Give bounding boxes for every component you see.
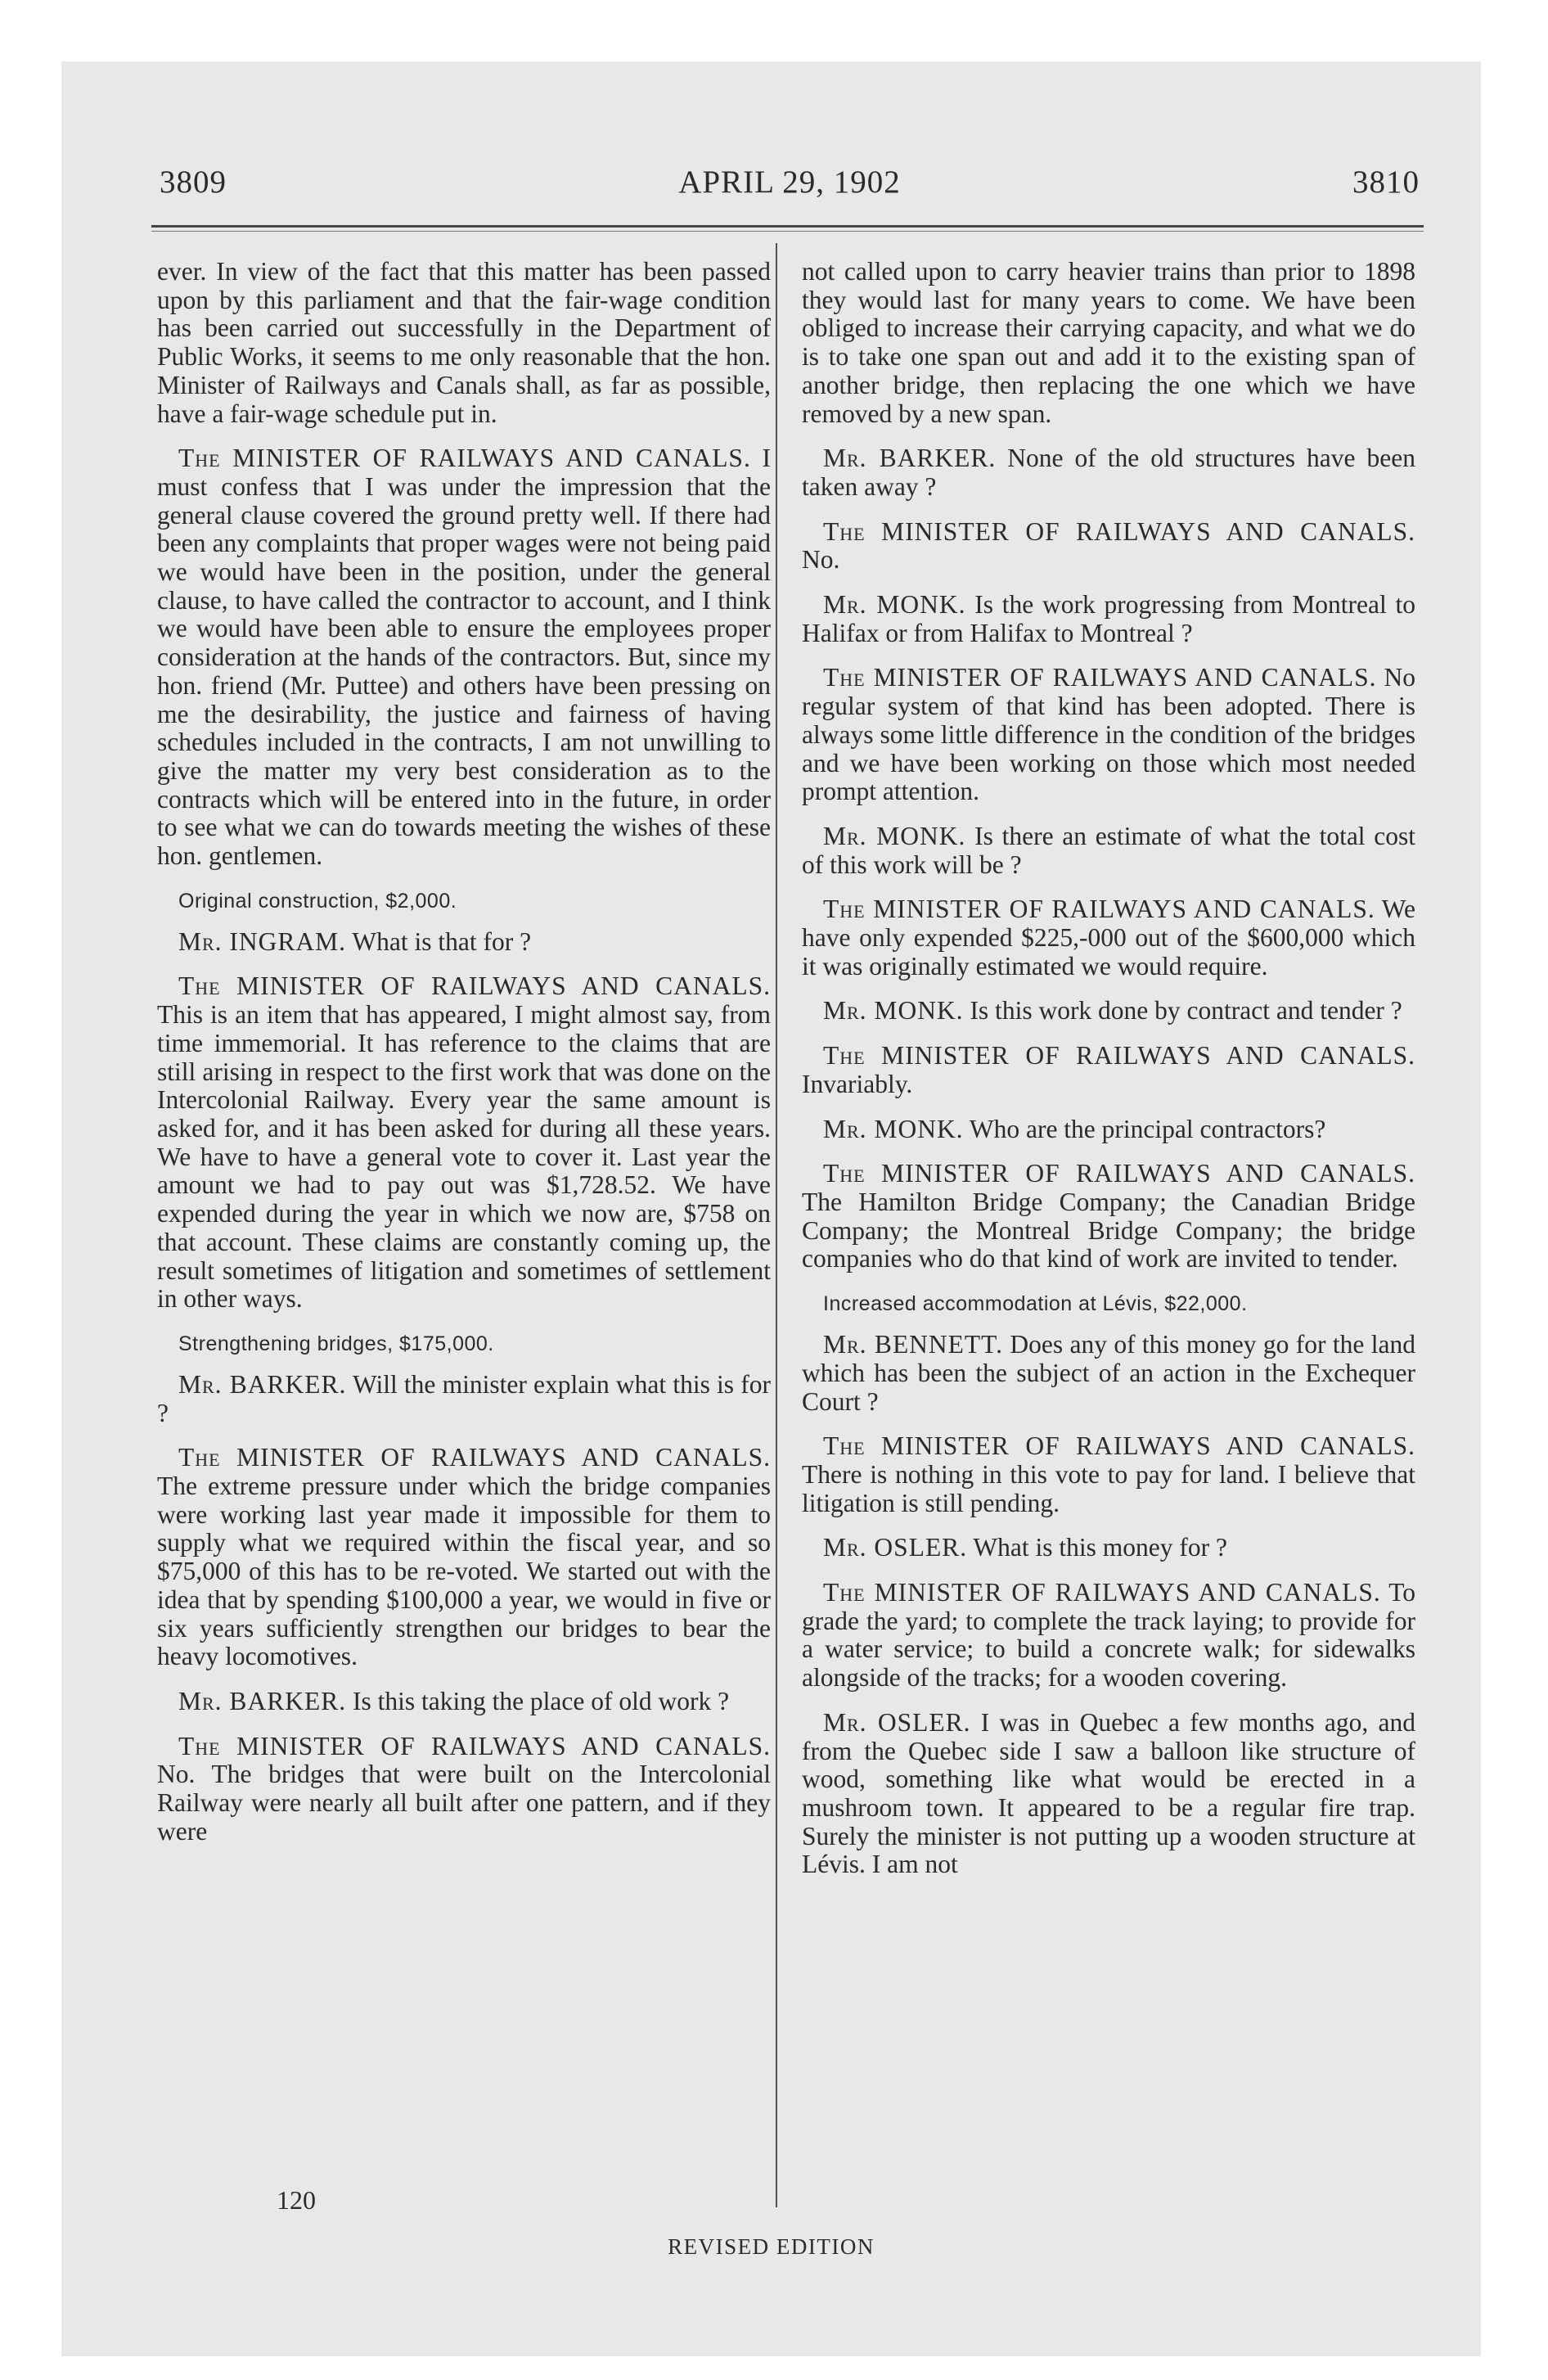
- speaker-name: Mr. BARKER.: [823, 444, 997, 473]
- speech-text: What is that for ?: [352, 926, 532, 956]
- hansard-page: [61, 61, 1481, 2356]
- speech-text: Is this work done by contract and tender ?: [970, 996, 1402, 1025]
- speech-paragraph: [802, 997, 1415, 1025]
- speaker-name: Mr. BARKER.: [178, 1686, 347, 1715]
- vote-item: Strengthening bridges, $175,000.: [178, 1332, 494, 1355]
- speech-text: Who are the principal contractors?: [969, 1114, 1326, 1143]
- speaker-name: Mr. MONK.: [823, 996, 964, 1025]
- speaker-name: The MINISTER OF RAILWAYS AND CANALS.: [823, 516, 1415, 546]
- speaker-name: The MINISTER OF RAILWAYS AND CANALS.: [178, 971, 771, 1001]
- speech-paragraph: [157, 1733, 771, 1846]
- speech-text: No regular system of that kind has been adopted. There is always some little difference in the condition of the bridges and we have been working on those which most needed prompt attention.: [802, 663, 1415, 806]
- speech-text: There is nothing in this vote to pay for land. I believe that litigation is still pending.: [802, 1459, 1415, 1517]
- left-column: [157, 258, 771, 1862]
- speech-text: The Hamilton Bridge Company; the Canadian Bridge Company; the Montreal Bridge Company; the bridge companies who do that kind of work are invited to tender.: [802, 1187, 1415, 1273]
- speech-text: Will the minister explain what this is for ?: [157, 1369, 771, 1427]
- page-number-left: 3809: [160, 165, 227, 200]
- speech-text: We have only expended $225,-000 out of the $600,000 which it was originally estimated we would require.: [802, 895, 1415, 980]
- column-divider: [776, 243, 777, 2207]
- speech-paragraph: [802, 1579, 1415, 1693]
- speaker-name: The MINISTER OF RAILWAYS AND CANALS.: [823, 663, 1377, 692]
- speaker-name: The MINISTER OF RAILWAYS AND CANALS.: [178, 1443, 771, 1472]
- speaker-name: Mr. BARKER.: [178, 1369, 347, 1399]
- continued-paragraph: ever. In view of the fact that this matter has been passed upon by this parliament and that the fair-wage condition has been carried out successfully in the Department of Public Works, it seems to me only reasonable that the hon. Minister of Railways and Canals shall, as far as possible, have a fair-wage schedule put in.: [157, 257, 771, 428]
- speaker-name: Mr. OSLER.: [823, 1533, 968, 1562]
- speech-paragraph: [802, 1116, 1415, 1144]
- speech-paragraph: [157, 444, 771, 871]
- sheet-number: 120: [277, 2185, 316, 2215]
- speaker-name: The MINISTER OF RAILWAYS AND CANALS.: [178, 1731, 771, 1760]
- speech-text: Is this taking the place of old work ?: [352, 1686, 730, 1715]
- speaker-name: The MINISTER OF RAILWAYS AND CANALS.: [823, 1159, 1415, 1188]
- speech-paragraph: [802, 1709, 1415, 1879]
- speech-text: I must confess that I was under the impression that the general clause covered the ground pretty well. If there had been any complaints that proper wages were not being paid we would have been in the position, under the general clause, to have called the contractor to account, and I think we would have been able to ensure the employees proper consideration at the hands of the contractors. But, since my hon. friend (Mr. Puttee) and others have been pressing on me the desirability, the justice and fairness of having schedules included in the contracts, I am not unwilling to give the matter my very best consideration as to the contracts which will be entered into in the future, in order to see what we can do towards meeting the wishes of these hon. gentlemen.: [157, 444, 772, 871]
- vote-item: Increased accommodation at Lévis, $22,000.: [823, 1292, 1248, 1316]
- speech-paragraph: [802, 1534, 1415, 1562]
- speech-text: What is this money for ?: [973, 1533, 1227, 1562]
- edition-label: REVISED EDITION: [668, 2234, 875, 2259]
- speaker-name: Mr. OSLER.: [823, 1707, 971, 1737]
- speaker-name: The MINISTER OF RAILWAYS AND CANALS.: [823, 895, 1375, 924]
- vote-item: Original construction, $2,000.: [178, 889, 457, 913]
- speaker-name: The MINISTER OF RAILWAYS AND CANALS.: [178, 444, 751, 473]
- speaker-name: The MINISTER OF RAILWAYS AND CANALS.: [823, 1041, 1415, 1071]
- speech-paragraph: [157, 1371, 771, 1427]
- speaker-name: The MINISTER OF RAILWAYS AND CANALS.: [823, 1431, 1415, 1461]
- speech-paragraph: [157, 928, 771, 957]
- speech-paragraph: [802, 664, 1415, 806]
- header-rule-thin: [151, 231, 1424, 232]
- speech-paragraph: [157, 1444, 771, 1671]
- speech-text: Is there an estimate of what the total cost of this work will be ?: [802, 821, 1416, 879]
- speech-text: The extreme pressure under which the bridge companies were working last year made it impossible for them to supply what we required within the fiscal year, and so $75,000 of this has to be re-voted. We started out with the idea that by spending $100,000 a year, we would in five or six years sufficiently strengthen our bridges to bear the heavy locomotives.: [157, 1472, 771, 1671]
- speech-paragraph: [802, 1432, 1415, 1517]
- speaker-name: Mr. MONK.: [823, 821, 966, 850]
- speech-text: Invariably.: [802, 1069, 913, 1098]
- speech-paragraph: [802, 591, 1415, 647]
- speech-text: No. The bridges that were built on the Intercolonial Railway were nearly all built after one pattern, and if they were: [157, 1760, 771, 1846]
- page-header: [160, 164, 1420, 213]
- right-column: [802, 258, 1415, 1895]
- speaker-name: Mr. BENNETT.: [823, 1330, 1003, 1359]
- page-date: APRIL 29, 1902: [678, 165, 901, 200]
- speech-paragraph: [802, 823, 1415, 879]
- speech-paragraph: [802, 518, 1415, 575]
- scan-background: [61, 61, 1481, 2356]
- speech-paragraph: [157, 972, 771, 1313]
- speech-text: Is the work progressing from Montreal to Halifax or from Halifax to Montreal ?: [802, 590, 1416, 647]
- speaker-name: Mr. INGRAM.: [178, 926, 347, 956]
- speech-text: This is an item that has appeared, I might almost say, from time immemorial. It has reference to the claims that are still arising in respect to the first work that was done on the Intercolonial Railway. Every year the same amount is asked for, and it has been asked for during all these years. We have to have a general vote to cover it. Last year the amount we had to pay out was $1,728.52. We have expended during the year in which we now are, $758 on that account. These claims are constantly coming up, the result sometimes of litigation and sometimes of settlement in other ways.: [157, 1000, 771, 1314]
- speech-paragraph: [802, 444, 1415, 501]
- speech-text: No.: [802, 545, 840, 575]
- speech-text: To grade the yard; to complete the track laying; to provide for a water service; to build a concrete walk; for sidewalks alongside of the tracks; for a wooden covering.: [802, 1578, 1415, 1693]
- speaker-name: Mr. MONK.: [823, 1114, 964, 1143]
- speech-text: Does any of this money go for the land which has been the subject of an action in the Exchequer Court ?: [802, 1330, 1416, 1416]
- speech-paragraph: [157, 1688, 771, 1716]
- speech-paragraph: [802, 895, 1415, 980]
- continued-paragraph: not called upon to carry heavier trains than prior to 1898 they would last for many years to come. We have been obliged to increase their carrying capacity, and what we do is to take one span out and add it to the existing span of another bridge, then replacing the one which we have removed by a new span.: [802, 257, 1415, 428]
- speech-paragraph: [802, 1042, 1415, 1098]
- speaker-name: Mr. MONK.: [823, 590, 966, 620]
- header-rule: [151, 225, 1424, 228]
- speech-text: None of the old structures have been taken away ?: [802, 444, 1416, 501]
- speech-paragraph: [802, 1160, 1415, 1273]
- speech-paragraph: [802, 1331, 1415, 1416]
- speech-text: I was in Quebec a few months ago, and from the Quebec side I saw a balloon like structure of wood, something like what would be erected in a mushroom town. It appeared to be a regular fire trap. Surely the minister is not putting up a wooden structure at Lévis. I am not: [802, 1707, 1415, 1879]
- speaker-name: The MINISTER OF RAILWAYS AND CANALS.: [823, 1578, 1381, 1607]
- page-number-right: 3810: [1352, 165, 1420, 200]
